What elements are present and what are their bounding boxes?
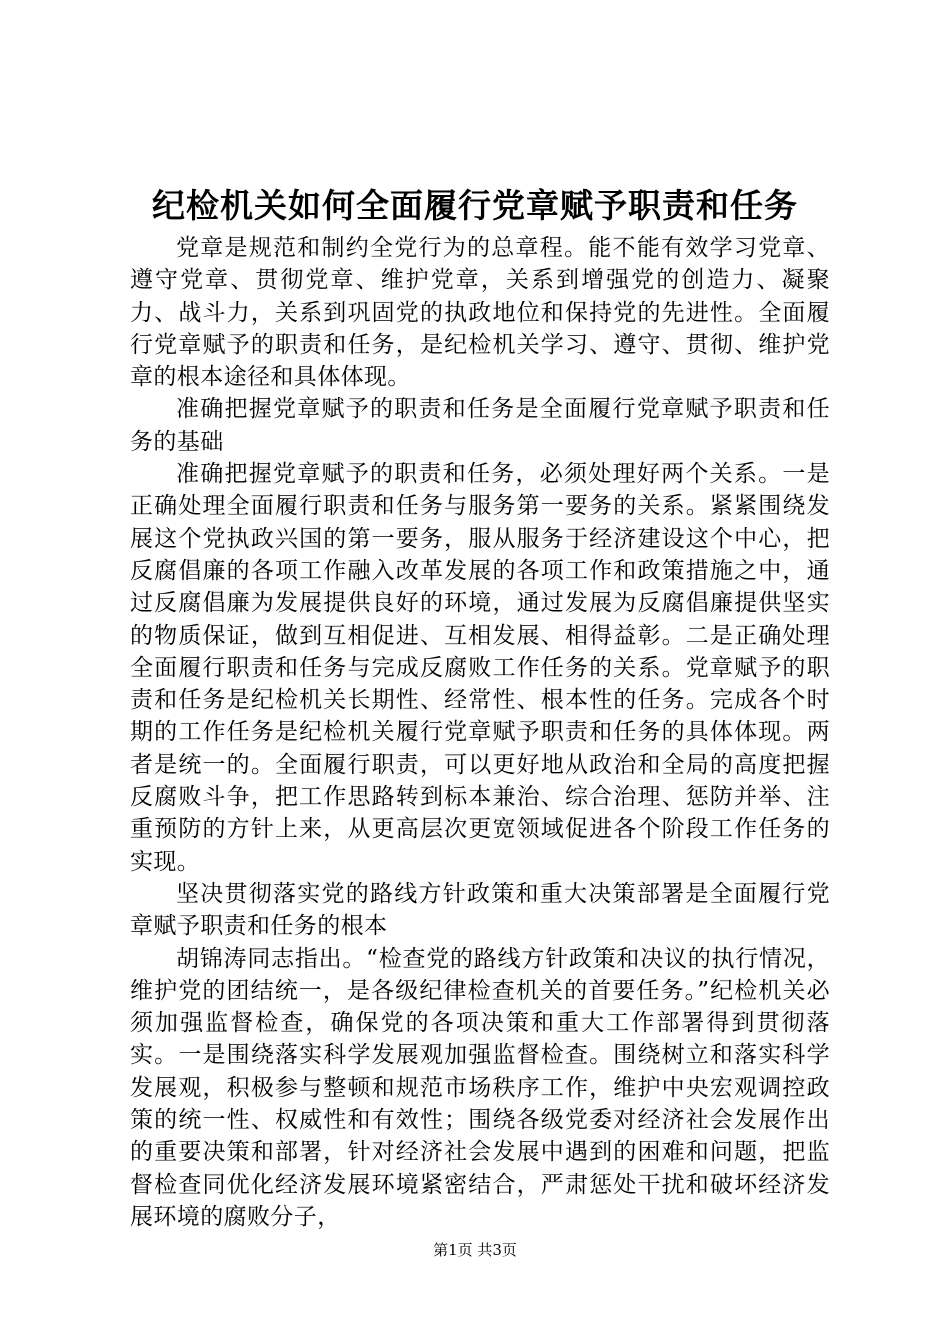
page-footer: 第1页 共3页 (433, 1241, 517, 1259)
document-body (130, 232, 830, 1233)
paragraph-intro: 党章是规范和制约全党行为的总章程。能不能有效学习党章、遵守党章、贯彻党章、维护党章，关系到增强党的创造力、凝聚力、战斗力，关系到巩固党的执政地位和保持党的先进性。全面履行党章赋予的职责和任务，是纪检机关学习、遵守、贯彻、维护党章的根本途径和具体体现。 (130, 235, 830, 391)
section-heading-basis: 准确把握党章赋予的职责和任务是全面履行党章赋予职责和任务的基础 (130, 396, 830, 455)
paragraph-supervision: 胡锦涛同志指出。“检查党的路线方针政策和决议的执行情况，维护党的团结统一，是各级纪律检查机关的首要任务。”纪检机关必须加强监督检查，确保党的各项决策和重大工作部署得到贯彻落实。一是围绕落实科学发展观加强监督检查。围绕树立和落实科学发展观，积极参与整顿和规范市场秩序工作，维护中央宏观调控政策的统一性、权威性和有效性；围绕各级党委对经济社会发展作出的重要决策和部署，针对经济社会发展中遇到的困难和问题，把监督检查同优化经济发展环境紧密结合，严肃惩处干扰和破坏经济发展环境的腐败分子， (130, 945, 830, 1230)
paragraph-two-relationships: 准确把握党章赋予的职责和任务，必须处理好两个关系。一是正确处理全面履行职责和任务与服务第一要务的关系。紧紧围绕发展这个党执政兴国的第一要务，服从服务于经济建设这个中心，把反腐倡廉的各项工作融入改革发展的各项工作和政策措施之中，通过反腐倡廉为发展提供良好的环境，通过发展为反腐倡廉提供坚实的物质保证，做到互相促进、互相发展、相得益彰。二是正确处理全面履行职责和任务与完成反腐败工作任务的关系。党章赋予的职责和任务是纪检机关长期性、经常性、根本性的任务。完成各个时期的工作任务是纪检机关履行党章赋予职责和任务的具体体现。两者是统一的。全面履行职责，可以更好地从政治和全局的高度把握反腐败斗争，把工作思路转到标本兼治、综合治理、惩防并举、注重预防的方针上来，从更高层次更宽领域促进各个阶段工作任务的实现。 (130, 461, 830, 875)
document-title: 纪检机关如何全面履行党章赋予职责和任务 (152, 186, 798, 225)
section-heading-fundamental: 坚决贯彻落实党的路线方针政策和重大决策部署是全面履行党章赋予职责和任务的根本 (130, 880, 830, 940)
